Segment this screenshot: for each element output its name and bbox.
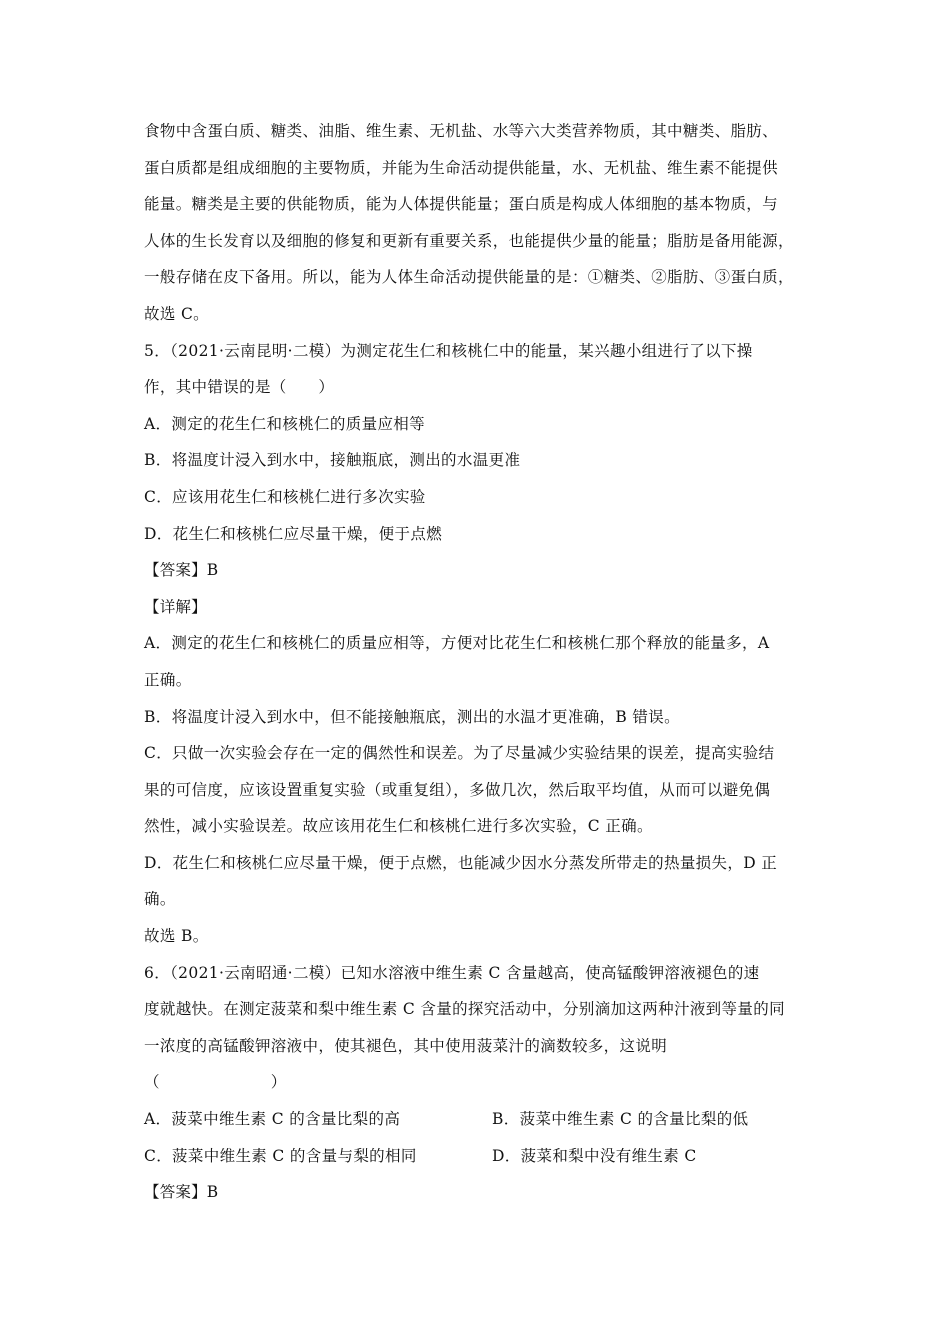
- text-line: 人体的生长发育以及细胞的修复和更新有重要关系，也能提供少量的能量；脂肪是备用能源，: [144, 231, 794, 250]
- question-stem-line: 6．（2021·云南昭通·二模）已知水溶液中维生素 C 含量越高，使高锰酸钾溶液褪色的速: [144, 963, 760, 982]
- option-b: B．将温度计浸入到水中，接触瓶底，测出的水温更准: [144, 451, 521, 470]
- answer-label: 【答案】B: [144, 561, 219, 580]
- option-a: A．测定的花生仁和核桃仁的质量应相等: [144, 414, 425, 433]
- option-b: B．菠菜中维生素 C 的含量比梨的低: [492, 1110, 749, 1129]
- option-d: D．花生仁和核桃仁应尽量干燥，便于点燃: [144, 524, 443, 543]
- detail-line: D．花生仁和核桃仁应尽量干燥，便于点燃，也能减少因水分蒸发所带走的热量损失，D 正: [144, 853, 778, 872]
- question-stem-line: 度就越快。在测定菠菜和梨中维生素 C 含量的探究活动中，分别滴加这两种汁液到等量的同: [144, 1000, 785, 1019]
- option-c: C．菠菜中维生素 C 的含量与梨的相同: [144, 1146, 417, 1165]
- prev-question-explanation: [144, 113, 808, 333]
- detail-line: C．只做一次实验会存在一定的偶然性和误差。为了尽量减少实验结果的误差，提高实验结: [144, 744, 775, 763]
- detail-line: 果的可信度，应该设置重复实验（或重复组），多做几次，然后取平均值，从而可以避免偶: [144, 780, 771, 799]
- question-stem-line: 一浓度的高锰酸钾溶液中，使其褪色，其中使用菠菜汁的滴数较多，这说明: [144, 1036, 668, 1055]
- option-d: D．菠菜和梨中没有维生素 C: [492, 1146, 697, 1165]
- options-row-cd: [144, 1138, 808, 1175]
- option-c: C．应该用花生仁和核桃仁进行多次实验: [144, 487, 426, 506]
- options-row-ab: [144, 1101, 808, 1138]
- detail-line: 然性，减小实验误差。故应该用花生仁和核桃仁进行多次实验，C 正确。: [144, 817, 653, 836]
- text-line: 一般存储在皮下备用。所以，能为人体生命活动提供能量的是：①糖类、②脂肪、③蛋白质，: [144, 268, 794, 287]
- text-line: 能量。糖类是主要的供能物质，能为人体提供能量；蛋白质是构成人体细胞的基本物质，与: [144, 195, 779, 214]
- text-line: 食物中含蛋白质、糖类、油脂、维生素、无机盐、水等六大类营养物质，其中糖类、脂肪、: [144, 122, 779, 140]
- detail-heading: 【详解】: [144, 597, 207, 616]
- answer-label: 【答案】B: [144, 1183, 219, 1202]
- text-line: 故选 C。: [144, 304, 210, 323]
- option-a: A．菠菜中维生素 C 的含量比梨的高: [144, 1110, 401, 1129]
- question-6: [144, 955, 808, 1211]
- question-stem-line: 作，其中错误的是（ ）: [144, 378, 335, 397]
- question-stem-line: 5．（2021·云南昆明·二模）为测定花生仁和核桃仁中的能量，某兴趣小组进行了以下操: [144, 341, 753, 360]
- question-5: [144, 333, 808, 955]
- page-content: [144, 113, 808, 1211]
- detail-line: 确。: [144, 890, 176, 909]
- text-line: 蛋白质都是组成细胞的主要物质，并能为生命活动提供能量，水、无机盐、维生素不能提供: [144, 158, 779, 177]
- answer-blank: （ ）: [144, 1073, 287, 1092]
- detail-line: A．测定的花生仁和核桃仁的质量应相等，方便对比花生仁和核桃仁那个释放的能量多，A: [144, 634, 770, 653]
- detail-line: 正确。: [144, 670, 192, 689]
- detail-line: B．将温度计浸入到水中，但不能接触瓶底，测出的水温才更准确，B 错误。: [144, 707, 680, 726]
- detail-line: 故选 B。: [144, 927, 209, 946]
